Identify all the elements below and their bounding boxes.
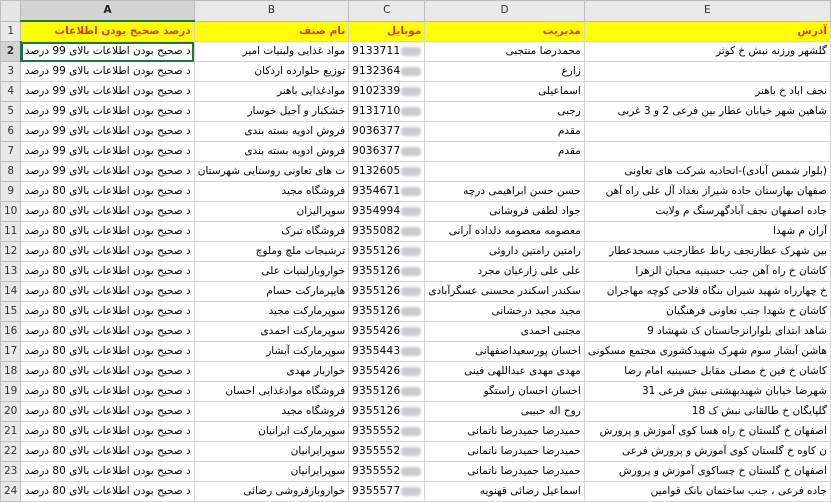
cell-manager[interactable]: حمیدرضا حمیدرضا ناتمانی	[425, 462, 584, 482]
cell-manager[interactable]: حمیدرضا حمیدرضا ناتمانی	[425, 442, 584, 462]
header-row	[1, 21, 831, 42]
redacted-digits	[401, 327, 421, 336]
row-number[interactable]: 5	[1, 102, 21, 122]
cell-business-name[interactable]: توزیع حلوارده اردکان	[194, 62, 348, 82]
cell-mobile[interactable]	[349, 262, 425, 282]
cell-address[interactable]: (بلوار شمس آبادی)-اتحادیه شرکت های تعاونی	[584, 162, 830, 182]
cell-mobile[interactable]	[349, 402, 425, 422]
cell-address[interactable]: شاهد ابتدای بلوارانزجانستان ک شهشاد 9	[584, 322, 830, 342]
cell-address[interactable]: کاشان خ راه آهن جنب حسینیه محبان الزهرا	[584, 262, 830, 282]
cell-business-name[interactable]: سوپرمارکت آبشار	[194, 342, 348, 362]
row-number[interactable]: 9	[1, 182, 21, 202]
cell-address[interactable]: اصفهان خ گلستان خ چساکوی آموزش و پرورش	[584, 462, 830, 482]
data-rows	[1, 42, 831, 502]
redacted-digits	[401, 447, 421, 456]
cell-mobile[interactable]	[349, 222, 425, 242]
cell-business-name[interactable]: ت های تعاونی روستایی شهرستان	[194, 162, 348, 182]
row-number[interactable]: 12	[1, 242, 21, 262]
cell-manager[interactable]: روح اله حبیبی	[425, 402, 584, 422]
cell-business-name[interactable]: سوپرمارکت احمدی	[194, 322, 348, 342]
table-row	[1, 482, 831, 502]
cell-business-name[interactable]: سوپرمارکت مجید	[194, 302, 348, 322]
table-row	[1, 82, 831, 102]
column-header-c[interactable]: C	[349, 1, 425, 22]
cell-accuracy[interactable]: د صحیح بودن اطلاعات بالای 80 درصد	[21, 262, 194, 282]
cell-manager[interactable]: رامتین رامتین داروئی	[425, 242, 584, 262]
cell-accuracy[interactable]: د صحیح بودن اطلاعات بالای 80 درصد	[21, 362, 194, 382]
cell-mobile[interactable]	[349, 82, 425, 102]
header-cell-business-name[interactable]: نام صنف	[194, 21, 348, 42]
cell-business-name[interactable]: هایپرمارکت حسام	[194, 282, 348, 302]
redacted-digits	[401, 227, 421, 236]
mobile-number: 9355126	[352, 305, 401, 317]
cell-manager[interactable]: مجید مجید درخشانی	[425, 302, 584, 322]
row-number[interactable]: 1	[1, 21, 21, 42]
mobile-number: 9355126	[352, 385, 401, 397]
cell-business-name[interactable]: فروشگاه موادغذایی احسان	[194, 382, 348, 402]
select-all-corner[interactable]	[1, 1, 21, 22]
cell-business-name[interactable]: خشکبار و آجیل خوسار	[194, 102, 348, 122]
cell-mobile[interactable]	[349, 462, 425, 482]
cell-accuracy[interactable]: د صحیح بودن اطلاعات بالای 80 درصد	[21, 422, 194, 442]
mobile-number: 9355552	[352, 465, 401, 477]
mobile-number: 9355577	[352, 485, 401, 497]
cell-manager[interactable]: سکندر اسکندر محسنی عسگرآبادی	[425, 282, 584, 302]
cell-manager[interactable]: جواد لطفی فروشانی	[425, 202, 584, 222]
redacted-digits	[401, 467, 421, 476]
redacted-digits	[401, 67, 421, 76]
cell-business-name[interactable]: ترشیجات ملچ وملوچ	[194, 242, 348, 262]
redacted-digits	[401, 267, 421, 276]
redacted-digits	[401, 247, 421, 256]
row-number[interactable]: 11	[1, 222, 21, 242]
cell-business-name[interactable]: خواروبارفروشی رضائی	[194, 482, 348, 502]
cell-manager[interactable]: احسان پورسعیداصفهانی	[425, 342, 584, 362]
cell-address[interactable]	[584, 122, 830, 142]
row-number[interactable]: 18	[1, 362, 21, 382]
cell-accuracy[interactable]: د صحیح بودن اطلاعات بالای 99 درصد	[21, 102, 194, 122]
cell-mobile[interactable]	[349, 162, 425, 182]
cell-address[interactable]: خ چهارراه شهید شیران بنگاه فلاحی کوچه مهاجران	[584, 282, 830, 302]
column-header-d[interactable]: D	[425, 1, 584, 22]
cell-manager[interactable]: اسماعیل رضائی قهنویه	[425, 482, 584, 502]
cell-accuracy[interactable]: د صحیح بودن اطلاعات بالای 80 درصد	[21, 442, 194, 462]
cell-accuracy[interactable]: د صحیح بودن اطلاعات بالای 99 درصد	[21, 42, 194, 62]
redacted-digits	[401, 427, 421, 436]
mobile-number: 9036377	[352, 125, 401, 137]
redacted-digits	[401, 87, 421, 96]
row-number[interactable]: 2	[1, 42, 21, 62]
redacted-digits	[401, 47, 421, 56]
row-number[interactable]: 15	[1, 302, 21, 322]
row-number[interactable]: 4	[1, 82, 21, 102]
header-cell-accuracy[interactable]: درصد صحیح بودن اطلاعات	[21, 21, 194, 42]
table-row	[1, 362, 831, 382]
cell-business-name[interactable]: فروشگاه تبرک	[194, 222, 348, 242]
cell-business-name[interactable]: موادغذایی باهنر	[194, 82, 348, 102]
cell-mobile[interactable]	[349, 122, 425, 142]
cell-business-name[interactable]: خواروبارلبنیات علی	[194, 262, 348, 282]
row-number[interactable]: 16	[1, 322, 21, 342]
cell-mobile[interactable]	[349, 142, 425, 162]
column-header-row	[1, 1, 831, 22]
table-row	[1, 382, 831, 402]
row-number[interactable]: 20	[1, 402, 21, 422]
table-row	[1, 122, 831, 142]
cell-address[interactable]	[584, 62, 830, 82]
mobile-number: 9355126	[352, 245, 401, 257]
row-number[interactable]: 6	[1, 122, 21, 142]
cell-accuracy[interactable]: د صحیح بودن اطلاعات بالای 80 درصد	[21, 282, 194, 302]
cell-manager[interactable]: مجتبی احمدی	[425, 322, 584, 342]
cell-manager[interactable]: اسماعیلی	[425, 82, 584, 102]
cell-manager[interactable]: علی علی زارعیان مجرد	[425, 262, 584, 282]
cell-business-name[interactable]: سوپرالیزان	[194, 202, 348, 222]
cell-mobile[interactable]	[349, 382, 425, 402]
cell-accuracy[interactable]: د صحیح بودن اطلاعات بالای 80 درصد	[21, 482, 194, 502]
cell-mobile[interactable]	[349, 102, 425, 122]
cell-address[interactable]: اصفهان خ گلستان خ راه هسا کوی آموزش و پرورش	[584, 422, 830, 442]
cell-accuracy[interactable]: د صحیح بودن اطلاعات بالای 80 درصد	[21, 242, 194, 262]
mobile-number: 9131710	[352, 105, 401, 117]
cell-address[interactable]: نجف اباد خ باهنر	[584, 82, 830, 102]
cell-mobile[interactable]	[349, 442, 425, 462]
cell-address[interactable]: بین شهرک عطارنجف رباط عطارجنب مسجدعطار	[584, 242, 830, 262]
cell-accuracy[interactable]: د صحیح بودن اطلاعات بالای 99 درصد	[21, 82, 194, 102]
redacted-digits	[401, 287, 421, 296]
cell-manager[interactable]: مهدی مهدی عبداللهی فینی	[425, 362, 584, 382]
mobile-number: 9355126	[352, 265, 401, 277]
row-number[interactable]: 22	[1, 442, 21, 462]
row-number[interactable]: 23	[1, 462, 21, 482]
cell-manager[interactable]: معصومه معصومه دلداده آرانی	[425, 222, 584, 242]
cell-business-name[interactable]: فروشگاه مجید	[194, 402, 348, 422]
mobile-number: 9132605	[352, 165, 401, 177]
cell-address[interactable]: جاده فرعی ، جنب ساختمان بانک قوامین	[584, 482, 830, 502]
mobile-number: 9355126	[352, 405, 401, 417]
table-row	[1, 442, 831, 462]
header-cell-mobile[interactable]: موبایل	[349, 21, 425, 42]
mobile-number: 9102339	[352, 85, 401, 97]
mobile-number: 9355126	[352, 285, 401, 297]
mobile-number: 9354994	[352, 205, 401, 217]
redacted-digits	[401, 107, 421, 116]
mobile-number: 9355426	[352, 365, 401, 377]
cell-address[interactable]: شهرضا خیابان شهیدبهشتی نبش فرعی 31	[584, 382, 830, 402]
table-row	[1, 142, 831, 162]
cell-address[interactable]: ن کاوه خ گلستان کوی آموزش و پرورش فرعی	[584, 442, 830, 462]
row-number[interactable]: 3	[1, 62, 21, 82]
cell-business-name[interactable]: خواربار مهدی	[194, 362, 348, 382]
cell-accuracy[interactable]: د صحیح بودن اطلاعات بالای 99 درصد	[21, 142, 194, 162]
cell-address[interactable]: صفهان بهارستان جاده شیراز بغداد آل علی راه آهن	[584, 182, 830, 202]
cell-manager[interactable]: مقدم	[425, 142, 584, 162]
cell-business-name[interactable]: سوپرمارکت ایرانیان	[194, 422, 348, 442]
cell-mobile[interactable]	[349, 202, 425, 222]
column-header-b[interactable]: B	[194, 1, 348, 22]
cell-accuracy[interactable]: د صحیح بودن اطلاعات بالای 99 درصد	[21, 62, 194, 82]
cell-accuracy[interactable]: د صحیح بودن اطلاعات بالای 80 درصد	[21, 182, 194, 202]
mobile-number: 9355443	[352, 345, 401, 357]
row-number[interactable]: 24	[1, 482, 21, 502]
cell-address[interactable]: گلشهر ورزنه نبش خ کوثر	[584, 42, 830, 62]
cell-manager[interactable]: حمیدرضا حمیدرضا ناتمانی	[425, 422, 584, 442]
cell-accuracy[interactable]: د صحیح بودن اطلاعات بالای 99 درصد	[21, 122, 194, 142]
mobile-number: 9355552	[352, 445, 401, 457]
column-header-e[interactable]: E	[584, 1, 830, 22]
table-row	[1, 62, 831, 82]
redacted-digits	[401, 387, 421, 396]
redacted-digits	[401, 207, 421, 216]
redacted-digits	[401, 367, 421, 376]
cell-accuracy[interactable]: د صحیح بودن اطلاعات بالای 80 درصد	[21, 342, 194, 362]
cell-mobile[interactable]	[349, 422, 425, 442]
table-row	[1, 302, 831, 322]
table-row	[1, 422, 831, 442]
row-number[interactable]: 21	[1, 422, 21, 442]
cell-mobile[interactable]	[349, 322, 425, 342]
cell-mobile[interactable]	[349, 342, 425, 362]
cell-mobile[interactable]	[349, 302, 425, 322]
cell-mobile[interactable]	[349, 62, 425, 82]
cell-manager[interactable]: زارع	[425, 62, 584, 82]
mobile-number: 9355552	[352, 425, 401, 437]
cell-accuracy[interactable]: د صحیح بودن اطلاعات بالای 80 درصد	[21, 402, 194, 422]
mobile-number: 9132364	[352, 65, 401, 77]
column-header-a[interactable]: A	[21, 1, 194, 22]
table-row	[1, 402, 831, 422]
cell-address[interactable]: کاشان خ شهدا جنب تعاونی فرهنگیان	[584, 302, 830, 322]
row-number[interactable]: 10	[1, 202, 21, 222]
cell-business-name[interactable]: فروشگاه مجید	[194, 182, 348, 202]
cell-accuracy[interactable]: د صحیح بودن اطلاعات بالای 80 درصد	[21, 382, 194, 402]
header-cell-manager[interactable]: مدیریت	[425, 21, 584, 42]
cell-address[interactable]: شاهین شهر خیابان عطار بین فرعی 2 و 3 غربی	[584, 102, 830, 122]
cell-address[interactable]	[584, 142, 830, 162]
cell-accuracy[interactable]: د صحیح بودن اطلاعات بالای 80 درصد	[21, 202, 194, 222]
cell-business-name[interactable]: سوپرایرانیان	[194, 462, 348, 482]
table-row	[1, 462, 831, 482]
cell-accuracy[interactable]: د صحیح بودن اطلاعات بالای 80 درصد	[21, 462, 194, 482]
table-row	[1, 322, 831, 342]
cell-address[interactable]: هاشن آبشار سوم شهرک شهیدکشوری مجتمع مسکونی	[584, 342, 830, 362]
cell-address[interactable]: گلپایگان خ طالقانی نبش ک 18	[584, 402, 830, 422]
table-row	[1, 202, 831, 222]
cell-accuracy[interactable]: د صحیح بودن اطلاعات بالای 80 درصد	[21, 222, 194, 242]
redacted-digits	[401, 127, 421, 136]
table-row	[1, 262, 831, 282]
row-number[interactable]: 8	[1, 162, 21, 182]
cell-mobile[interactable]	[349, 242, 425, 262]
cell-mobile[interactable]	[349, 282, 425, 302]
cell-mobile[interactable]	[349, 362, 425, 382]
cell-manager[interactable]: محمدرضا منتجبی	[425, 42, 584, 62]
mobile-number: 9355426	[352, 325, 401, 337]
cell-address[interactable]: آران م شهدا	[584, 222, 830, 242]
redacted-digits	[401, 487, 421, 496]
mobile-number: 9036377	[352, 145, 401, 157]
row-number[interactable]: 14	[1, 282, 21, 302]
mobile-number: 9133711	[352, 45, 401, 57]
cell-address[interactable]: کاشان خ فین خ مصلی مقابل حسینیه امام رضا	[584, 362, 830, 382]
cell-mobile[interactable]	[349, 182, 425, 202]
cell-manager[interactable]	[425, 162, 584, 182]
row-number[interactable]: 17	[1, 342, 21, 362]
cell-business-name[interactable]: فروش ادویه بسته بندی	[194, 122, 348, 142]
cell-address[interactable]: جاده اصفهان نجف آبادگهرسنگ م ولایت	[584, 202, 830, 222]
cell-manager[interactable]: رجبی	[425, 102, 584, 122]
table-row	[1, 162, 831, 182]
cell-business-name[interactable]: سوپرایرانیان	[194, 442, 348, 462]
table-row	[1, 102, 831, 122]
cell-business-name[interactable]: مواد غذایی ولبنیات امیر	[194, 42, 348, 62]
cell-accuracy[interactable]: د صحیح بودن اطلاعات بالای 80 درصد	[21, 322, 194, 342]
redacted-digits	[401, 347, 421, 356]
redacted-digits	[401, 187, 421, 196]
table-row	[1, 42, 831, 62]
cell-business-name[interactable]: فروش ادویه بسته بندی	[194, 142, 348, 162]
redacted-digits	[401, 407, 421, 416]
row-number[interactable]: 13	[1, 262, 21, 282]
header-cell-address[interactable]: آدرس	[584, 21, 830, 42]
row-number[interactable]: 19	[1, 382, 21, 402]
row-number[interactable]: 7	[1, 142, 21, 162]
cell-manager[interactable]: احسان احسان راستگو	[425, 382, 584, 402]
cell-accuracy[interactable]: د صحیح بودن اطلاعات بالای 80 درصد	[21, 302, 194, 322]
cell-accuracy[interactable]: د صحیح بودن اطلاعات بالای 99 درصد	[21, 162, 194, 182]
table-row	[1, 222, 831, 242]
table-row	[1, 182, 831, 202]
table-row	[1, 282, 831, 302]
redacted-digits	[401, 147, 421, 156]
cell-manager[interactable]: مقدم	[425, 122, 584, 142]
redacted-digits	[401, 167, 421, 176]
table-row	[1, 342, 831, 362]
redacted-digits	[401, 307, 421, 316]
cell-manager[interactable]: حسن حسن ابراهیمی درچه	[425, 182, 584, 202]
cell-mobile[interactable]	[349, 482, 425, 502]
mobile-number: 9355082	[352, 225, 401, 237]
table-row	[1, 242, 831, 262]
cell-mobile[interactable]	[349, 42, 425, 62]
mobile-number: 9354671	[352, 185, 401, 197]
